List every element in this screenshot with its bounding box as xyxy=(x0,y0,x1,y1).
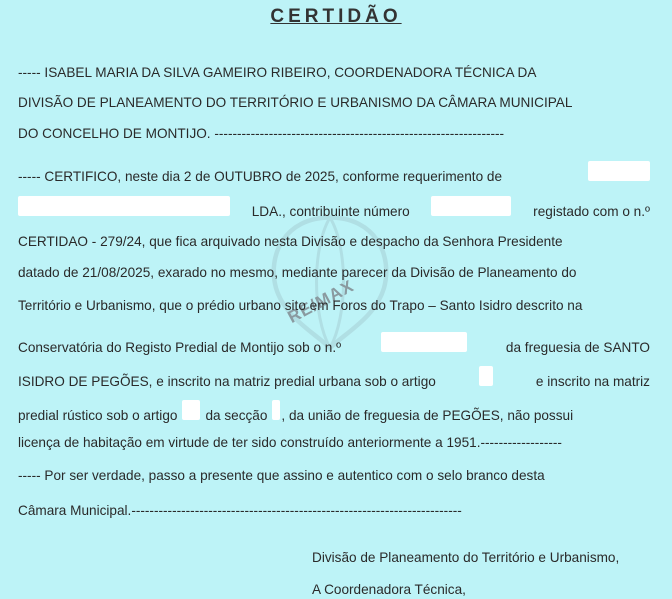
text-line-1: ----- ISABEL MARIA DA SILVA GAMEIRO RIBEIRO, COORDENADORA TÉCNICA DA xyxy=(18,65,537,80)
text-line-11: predial rústico sob o artigo da secção , da união de freguesia de PEGÕES, não possui xyxy=(18,400,650,425)
signature-division: Divisão de Planeamento do Território e Urbanismo, xyxy=(312,550,620,565)
text-line-3: DO CONCELHO DE MONTIJO. ---------------------------------------------------------------- xyxy=(18,126,505,141)
text-line-4: ----- CERTIFICO, neste dia 2 de OUTUBRO de 2025, conforme requerimento de xyxy=(18,161,650,186)
redaction-box xyxy=(18,196,230,216)
text-line-9: Conservatória do Registo Predial de Montijo sob o n.º da freguesia de SANTO xyxy=(18,332,650,357)
text-line-7: datado de 21/08/2025, exarado no mesmo, mediante parecer da Divisão de Planeamento do xyxy=(18,265,577,280)
text-line-5: LDA., contribuinte número registado com o n.º xyxy=(18,196,650,221)
redaction-box xyxy=(588,161,650,181)
document-title: CERTIDÃO xyxy=(270,6,402,27)
text-line-13: ----- Por ser verdade, passo a presente que assino e autentico com o selo branco desta xyxy=(18,468,545,483)
text-line-2: DIVISÃO DE PLANEAMENTO DO TERRITÓRIO E URBANISMO DA CÂMARA MUNICIPAL xyxy=(18,95,573,110)
redaction-box xyxy=(431,196,511,216)
redaction-box xyxy=(272,400,280,420)
text-line-6: CERTIDAO - 279/24, que fica arquivado nesta Divisão e despacho da Senhora Presidente xyxy=(18,234,563,249)
signature-role: A Coordenadora Técnica, xyxy=(312,582,466,597)
text-line-14: Câmara Municipal.------------------------------------------------------------------------- xyxy=(18,503,462,518)
redaction-box xyxy=(479,366,493,386)
text-line-8: Território e Urbanismo, que o prédio urbano sito em Foros do Trapo – Santo Isidro descrito na xyxy=(18,298,583,313)
redaction-box xyxy=(182,400,200,420)
watermark-text: RE/MAX xyxy=(284,276,358,327)
text-line-10: ISIDRO DE PEGÕES, e inscrito na matriz predial urbana sob o artigo e inscrito na matriz xyxy=(18,366,650,391)
text-line-12: licença de habitação em virtude de ter sido construído anteriormente a 1951.------------------ xyxy=(18,435,562,450)
redaction-box xyxy=(381,332,467,352)
